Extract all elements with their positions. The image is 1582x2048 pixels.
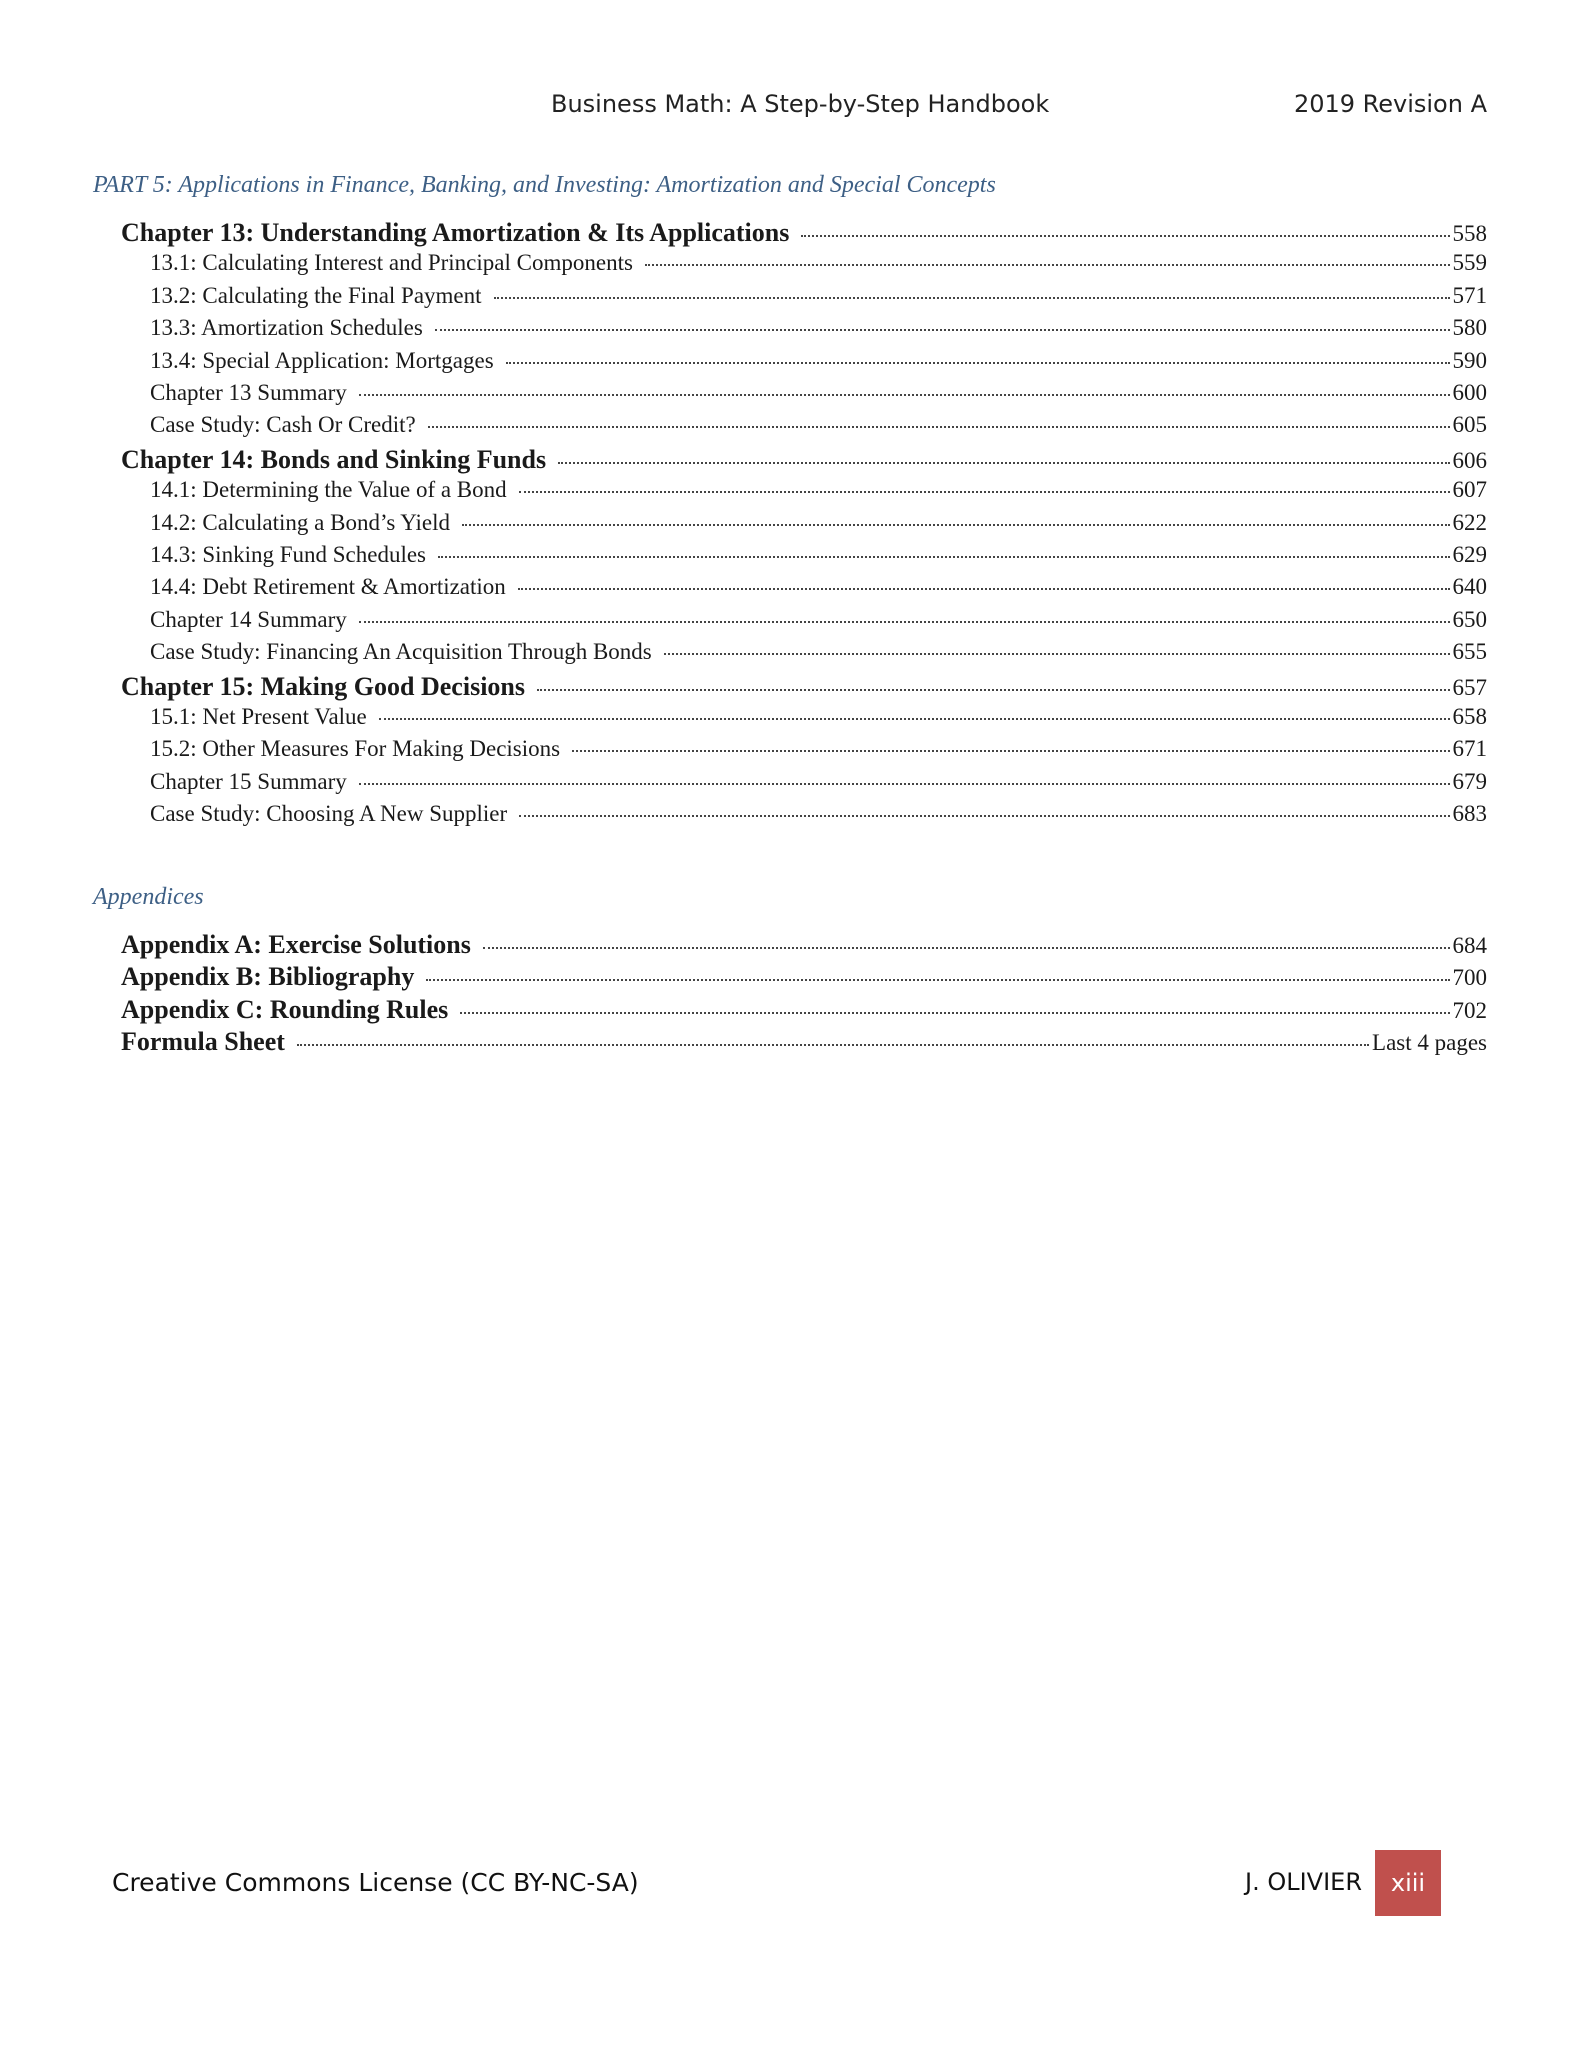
revision-label: 2019 Revision A [1293, 90, 1487, 118]
dot-leader [519, 490, 1450, 493]
toc-section-entry[interactable] [150, 315, 1487, 348]
dot-leader [359, 782, 1450, 785]
dot-leader [297, 1043, 1369, 1046]
toc-chapter-entry[interactable] [121, 445, 1487, 478]
dot-leader [518, 587, 1450, 590]
toc-page-number: 650 [1452, 606, 1487, 632]
toc-section-entry[interactable] [150, 477, 1487, 510]
toc-entry-label: 14.1: Determining the Value of a Bond [150, 477, 507, 503]
dot-leader [645, 263, 1450, 266]
toc-entry-label: 13.1: Calculating Interest and Principal Components [150, 250, 633, 276]
toc-page-number: 700 [1452, 965, 1487, 991]
toc-section-entry[interactable] [150, 736, 1487, 769]
toc-entry-label: Chapter 14: Bonds and Sinking Funds [121, 444, 547, 474]
dot-leader [359, 620, 1450, 623]
toc-section-entry[interactable] [150, 283, 1487, 316]
toc-page-number: 679 [1452, 768, 1487, 794]
toc-page-number: 684 [1452, 933, 1487, 958]
toc-section-entry[interactable] [150, 704, 1487, 737]
toc-page-number: 629 [1452, 542, 1487, 567]
toc-page-number: 640 [1452, 574, 1487, 600]
dot-leader [483, 946, 1450, 949]
dot-leader [506, 361, 1450, 364]
toc-section-entry[interactable] [150, 348, 1487, 381]
dot-leader [537, 688, 1450, 691]
dot-leader [460, 1011, 1449, 1014]
toc-page-number: 580 [1452, 315, 1487, 341]
toc-entry-label: Chapter 15 Summary [150, 768, 347, 794]
dot-leader [572, 749, 1449, 752]
toc-entry-label: Appendix A: Exercise Solutions [121, 930, 471, 959]
toc-entry-label: Case Study: Financing An Acquisition Through Bonds [150, 639, 652, 665]
toc-entry-label: 15.1: Net Present Value [150, 704, 367, 729]
toc-page-number: Last 4 pages [1372, 1030, 1487, 1056]
toc-section-entry[interactable] [150, 510, 1487, 543]
toc-entry-label: Chapter 13: Understanding Amortization & Its Applications [121, 218, 790, 247]
toc-chapter-entry[interactable] [121, 962, 1487, 995]
page-number-badge: xiii [1375, 1850, 1441, 1916]
toc-entry-label: Chapter 15: Making Good Decisions [121, 671, 525, 701]
author-name: J. OLIVIER [1245, 1868, 1363, 1896]
toc-page-number: 607 [1452, 477, 1487, 503]
toc-entry-label: 15.2: Other Measures For Making Decisions [150, 736, 561, 762]
toc-chapter-entry[interactable] [121, 995, 1487, 1028]
toc-page-number: 606 [1452, 447, 1487, 473]
page-header [0, 90, 1582, 130]
toc-entry-label: 14.3: Sinking Fund Schedules [150, 542, 427, 567]
toc-entry-label: Case Study: Choosing A New Supplier [150, 801, 508, 827]
toc-section-entry[interactable] [150, 250, 1487, 283]
toc-page-number: 558 [1452, 221, 1487, 246]
toc-entry-label: 13.3: Amortization Schedules [150, 315, 423, 341]
dot-leader [494, 296, 1450, 299]
part-5-heading: PART 5: Applications in Finance, Banking, and Investing: Amortization and Special Concepts [93, 172, 996, 198]
toc-chapter-entry[interactable] [121, 1027, 1487, 1060]
book-title: Business Math: A Step-by-Step Handbook [551, 90, 1050, 118]
toc-section-entry[interactable] [150, 801, 1487, 834]
toc-page-number: 658 [1452, 704, 1487, 729]
toc-section-entry[interactable] [150, 380, 1487, 413]
toc-section-entry[interactable] [150, 769, 1487, 802]
toc-page-number: 600 [1452, 380, 1487, 405]
dot-leader [359, 393, 1450, 396]
toc-section-entry[interactable] [150, 542, 1487, 575]
toc-entry-label: 13.2: Calculating the Final Payment [150, 282, 482, 308]
dot-leader [801, 234, 1449, 237]
dot-leader [435, 328, 1450, 331]
toc-page-number: 590 [1452, 347, 1487, 373]
toc-entry-label: Appendix C: Rounding Rules [121, 994, 449, 1024]
toc-section-entry[interactable] [150, 639, 1487, 672]
dot-leader [426, 978, 1449, 981]
dot-leader [519, 814, 1449, 817]
toc-entry-label: Appendix B: Bibliography [121, 962, 415, 992]
toc-entry-label: Case Study: Cash Or Credit? [150, 412, 416, 438]
dot-leader [438, 555, 1449, 558]
toc-chapter-entry[interactable] [121, 672, 1487, 705]
toc-page-number: 671 [1452, 736, 1487, 762]
toc-entry-label: Chapter 14 Summary [150, 606, 347, 632]
toc-section-entry[interactable] [150, 607, 1487, 640]
toc-page-number: 571 [1452, 282, 1487, 308]
toc-page-number: 622 [1452, 509, 1487, 535]
toc-chapter-entry[interactable] [121, 930, 1487, 963]
license-text: Creative Commons License (CC BY-NC-SA) [112, 1868, 639, 1897]
toc-section-entry[interactable] [150, 412, 1487, 445]
toc-page-number: 655 [1452, 639, 1487, 665]
toc-section-entry[interactable] [150, 574, 1487, 607]
toc-page-number: 657 [1452, 674, 1487, 700]
dot-leader [428, 425, 1450, 428]
toc-chapter-entry[interactable] [121, 218, 1487, 251]
appendices-heading: Appendices [93, 884, 204, 910]
dot-leader [558, 461, 1449, 464]
page-footer [0, 1850, 1582, 1916]
toc-page-number: 605 [1452, 412, 1487, 438]
toc-entry-label: 14.2: Calculating a Bond’s Yield [150, 509, 451, 535]
toc-entry-label: 13.4: Special Application: Mortgages [150, 347, 494, 373]
dot-leader [462, 523, 1449, 526]
dot-leader [664, 652, 1450, 655]
dot-leader [379, 717, 1450, 720]
toc-page-number: 702 [1452, 997, 1487, 1023]
toc-entry-label: 14.4: Debt Retirement & Amortization [150, 574, 506, 600]
toc-page-number: 683 [1452, 801, 1487, 827]
toc-page-number: 559 [1452, 250, 1487, 276]
toc-entry-label: Formula Sheet [121, 1027, 285, 1057]
toc-entry-label: Chapter 13 Summary [150, 380, 347, 405]
